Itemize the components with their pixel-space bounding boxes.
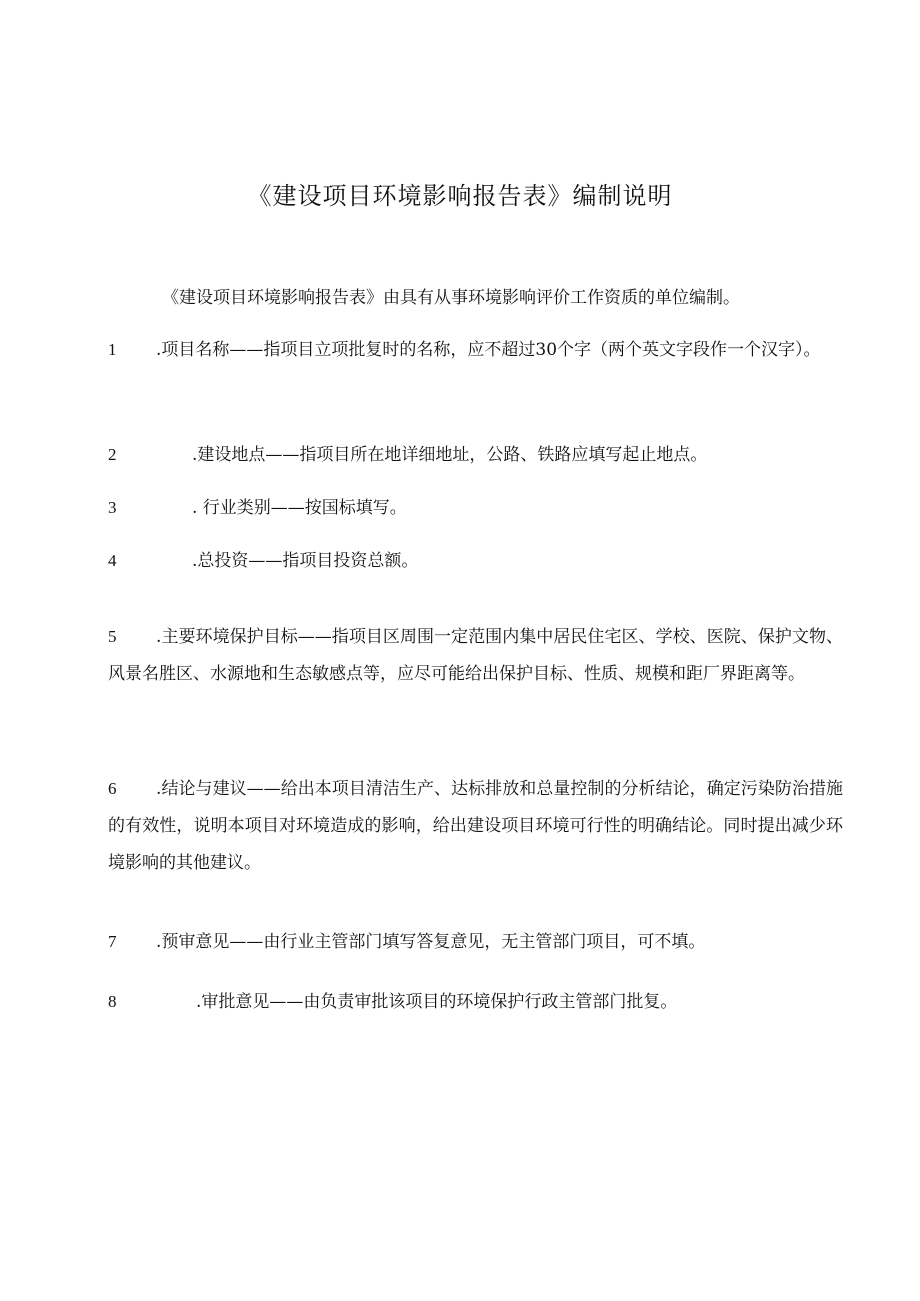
item-text: .审批意见——由负责审批该项目的环境保护行政主管部门批复。: [196, 992, 678, 1012]
list-item-5: [108, 618, 843, 693]
item-number: 5: [108, 627, 117, 646]
list-item-7: [108, 923, 843, 961]
item-text: .总投资——指项目投资总额。: [192, 551, 419, 571]
item-number: 3: [108, 498, 117, 517]
item-text: .项目名称——指项目立项批复时的名称，应不超过30个字（两个英文字段作一个汉字）。: [156, 340, 821, 360]
item-number: 6: [108, 779, 117, 798]
list-item-6: [108, 770, 843, 882]
document-title: 《建设项目环境影响报告表》编制说明: [247, 182, 673, 210]
item-text: . 行业类别——按国标填写。: [192, 498, 407, 518]
list-item-1: [108, 331, 843, 369]
item-text: .结论与建议——给出本项目清洁生产、达标排放和总量控制的分析结论，确定污染防治措施的有效性，说明本项目对环境造成的影响，给出建设项目环境可行性的明确结论。同时提出减少环境影响的其他建议。: [108, 779, 843, 873]
list-item-2: [108, 436, 843, 474]
item-number: 1: [108, 340, 117, 359]
item-text: .主要环境保护目标——指项目区周围一定范围内集中居民住宅区、学校、医院、保护文物、风景名胜区、水源地和生态敏感点等，应尽可能给出保护目标、性质、规模和距厂界距离等。: [108, 627, 843, 684]
item-number: 7: [108, 932, 117, 951]
list-item-8: [108, 983, 843, 1021]
item-number: 2: [108, 445, 117, 464]
list-item-3: [108, 489, 843, 527]
item-number: 8: [108, 992, 117, 1011]
item-text: .预审意见——由行业主管部门填写答复意见，无主管部门项目，可不填。: [156, 932, 706, 952]
item-text: .建设地点——指项目所在地详细地址，公路、铁路应填写起止地点。: [192, 445, 708, 465]
item-number: 4: [108, 551, 117, 570]
list-item-4: [108, 542, 843, 580]
intro-paragraph: 《建设项目环境影响报告表》由具有从事环境影响评价工作资质的单位编制。: [162, 288, 740, 308]
